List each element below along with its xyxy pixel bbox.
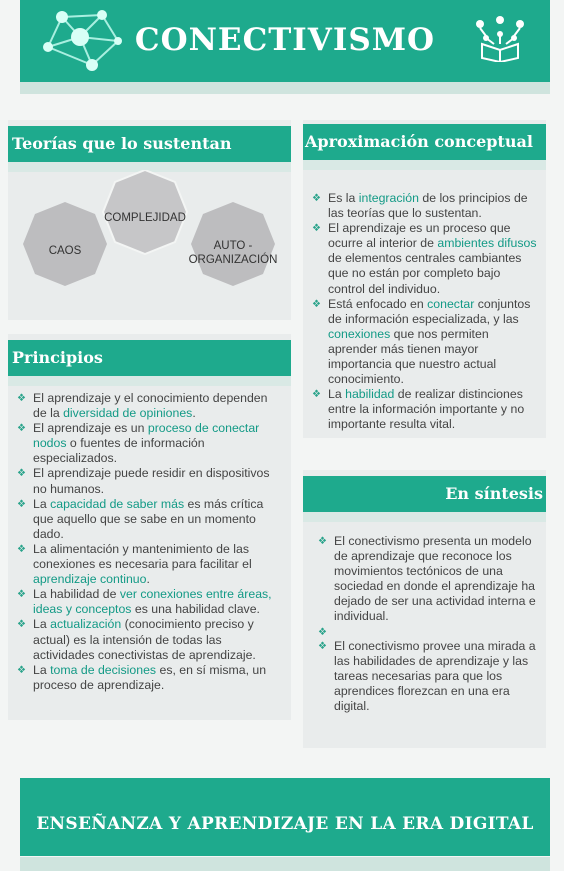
list-item: ❖ El aprendizaje es un proceso de conectar nodos o fuentes de información especializados. (16, 421, 280, 466)
principios-stripe (8, 376, 291, 386)
footer-banner (20, 778, 550, 856)
teorias-header (8, 126, 291, 162)
header-banner (20, 0, 550, 82)
aproximacion-title: Aproximación conceptual (305, 132, 533, 151)
principios-title: Principios (12, 348, 103, 367)
list-item: ❖ Es la integración de los principios de las teorías que lo sustentan. (311, 191, 539, 221)
list-item: ❖ Está enfocado en conectar conjuntos de información especializada, y las conexiones que nos permiten aprender más tienen mayor importancia que nuestro actual conocimiento. (311, 297, 539, 388)
list-item: ❖ La actualización (conocimiento preciso y actual) es la intensión de todas las actividades conectivistas de aprendizaje. (16, 617, 280, 662)
list-item: ❖ La capacidad de saber más es más crítica que aquello que se sabe en un momento dado. (16, 497, 280, 542)
footer-title: ENSEÑANZA Y APRENDIZAJE EN LA ERA DIGITAL (36, 814, 534, 834)
sintesis-list (317, 534, 539, 714)
label-caos: CAOS (48, 245, 82, 257)
teorias-panel (8, 120, 291, 320)
aproximacion-header (303, 124, 546, 160)
principios-panel (8, 334, 291, 720)
teorias-title: Teorías que lo sustentan (12, 134, 232, 153)
list-spacer (317, 625, 539, 639)
list-item: ❖ El conectivismo provee una mirada a las habilidades de aprendizaje y las tareas necesarias para que los aprendices florezcan en una era digital. (317, 639, 539, 714)
aproximacion-panel (303, 120, 546, 438)
list-item: ❖ La habilidad de ver conexiones entre áreas, ideas y conceptos es una habilidad clave. (16, 587, 280, 617)
list-item: ❖ El aprendizaje es un proceso que ocurre al interior de ambientes difusos de elementos centrales cambiantes que no están por completo bajo control del individuo. (311, 221, 539, 296)
page-title: CONECTIVISMO (134, 22, 436, 58)
label-organizacion: ORGANIZACIÓN (188, 254, 278, 266)
header-divider (20, 82, 550, 94)
aproximacion-stripe (303, 160, 546, 170)
list-item: ❖ El aprendizaje puede residir en dispositivos no humanos. (16, 466, 280, 496)
aproximacion-list (311, 191, 539, 433)
list-item: ❖ La habilidad de realizar distinciones entre la información importante y no importante resulta vital. (311, 387, 539, 432)
sintesis-stripe (303, 512, 546, 522)
list-item: ❖ La alimentación y mantenimiento de las conexiones es necesaria para facilitar el aprendizaje continuo. (16, 542, 280, 587)
principios-list (16, 391, 280, 693)
label-auto: AUTO - (213, 240, 253, 252)
label-complejidad: COMPLEJIDAD (104, 212, 186, 224)
footer-divider (20, 857, 550, 871)
sintesis-panel (303, 470, 546, 748)
sintesis-header (303, 476, 546, 512)
sintesis-title: En síntesis (445, 484, 543, 503)
list-item: ❖ El aprendizaje y el conocimiento dependen de la diversidad de opiniones. (16, 391, 280, 421)
list-item: ❖ La toma de decisiones es, en sí misma, un proceso de aprendizaje. (16, 663, 280, 693)
principios-header (8, 340, 291, 376)
book-group-icon (472, 14, 528, 62)
list-item: ❖ El conectivismo presenta un modelo de aprendizaje que reconoce los movimientos tectónicos de una sociedad en donde el aprendizaje ha dejado de ser una actividad interna e individual. (317, 534, 539, 625)
